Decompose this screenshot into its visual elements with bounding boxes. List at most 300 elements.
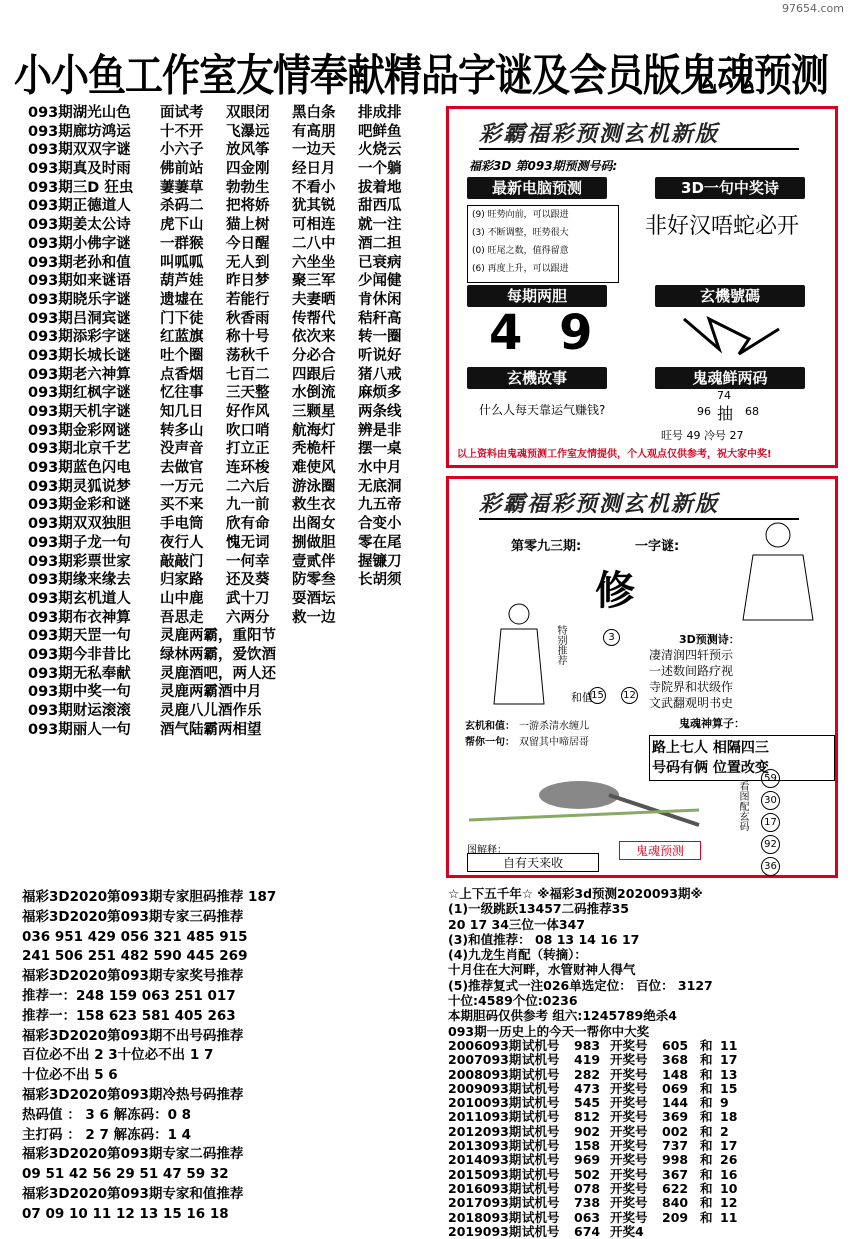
riddle-row bbox=[28, 665, 468, 684]
riddle-cell: 灵鹿酒吧，两人还 bbox=[160, 665, 276, 682]
riddle-cell: 萋萋草 bbox=[160, 179, 204, 196]
history-cell: 545 bbox=[574, 1095, 601, 1111]
history-cell: 902 bbox=[574, 1123, 601, 1139]
riddle-row bbox=[28, 366, 468, 385]
history-cell: 开奖号 bbox=[610, 1209, 648, 1225]
history-cell: 试机号 bbox=[522, 1223, 560, 1239]
recommendation-line: 07 09 10 11 12 13 15 16 18 bbox=[22, 1205, 229, 1222]
prediction-panel-top bbox=[446, 106, 838, 468]
history-cell: 2014093期 bbox=[448, 1152, 522, 1168]
riddle-row bbox=[28, 478, 468, 497]
history-intro-line: (5)推荐复式一注026单选定位： 百位： 3127 bbox=[448, 977, 713, 993]
history-cell: 737 bbox=[662, 1138, 689, 1154]
riddle-cell: 猪八戒 bbox=[358, 366, 402, 383]
riddle-cell: 093期玄机道人 bbox=[28, 590, 131, 607]
riddle-row bbox=[28, 197, 468, 216]
history-intro-line: (1)一级跳跃13457二码推荐35 bbox=[448, 901, 630, 917]
riddle-cell: 辨是非 bbox=[358, 422, 402, 439]
history-cell: 502 bbox=[574, 1166, 601, 1182]
riddle-cell: 六两分 bbox=[226, 609, 270, 626]
riddle-cell: 三天整 bbox=[226, 385, 270, 402]
riddle-cell: 红蓝旗 bbox=[160, 329, 204, 346]
history-cell: 419 bbox=[574, 1052, 601, 1068]
panel-title: 彩霸福彩预测玄机新版 bbox=[479, 487, 799, 520]
history-intro-line: 十月住在大河畔，水管财神人得气 bbox=[448, 962, 636, 978]
riddle-cell: 聚三军 bbox=[292, 273, 336, 290]
riddle-cell: 火烧云 bbox=[358, 142, 402, 159]
riddle-row bbox=[28, 646, 468, 665]
riddle-cell: 两条线 bbox=[358, 404, 402, 420]
riddle-cell: 转多山 bbox=[160, 422, 204, 439]
history-cell: 和 bbox=[700, 1123, 713, 1139]
recommendation-line: 福彩3D2020第093期专家奖号推荐 bbox=[22, 968, 244, 985]
history-cell: 试机号 bbox=[522, 1123, 560, 1139]
history-cell: 12 bbox=[720, 1195, 738, 1211]
riddle-cell: 打立正 bbox=[226, 441, 270, 458]
riddle-row bbox=[28, 515, 468, 534]
riddle-cell: 没声音 bbox=[160, 441, 204, 458]
history-row bbox=[448, 1139, 840, 1153]
history-cell: 11 bbox=[720, 1209, 738, 1225]
riddle-cell: 三颗星 bbox=[292, 404, 336, 420]
riddle-cell: 灵鹿八儿酒作乐 bbox=[160, 703, 262, 719]
history-cell: 18 bbox=[720, 1109, 738, 1125]
riddle-cell: 难使风 bbox=[292, 460, 336, 477]
riddle-cell: 吾思走 bbox=[160, 609, 204, 626]
history-cell: 605 bbox=[662, 1037, 689, 1053]
poem-lines bbox=[649, 647, 829, 711]
riddle-row bbox=[28, 627, 468, 646]
recommendation-line: 主打码 ： 2 7 解冻码：1 4 bbox=[22, 1126, 192, 1143]
riddle-cell: 四跟后 bbox=[292, 366, 336, 383]
history-cell: 和 bbox=[700, 1195, 713, 1211]
panel-footer: 以上资料由鬼魂预测工作室友情提供，个人观点仅供参考，祝大家中奖! bbox=[457, 449, 772, 460]
history-cell: 2008093期 bbox=[448, 1066, 522, 1082]
history-cell: 209 bbox=[662, 1209, 689, 1225]
history-cell: 开奖号 bbox=[610, 1037, 648, 1053]
riddle-cell: 秋香雨 bbox=[226, 310, 270, 327]
history-cell: 11 bbox=[720, 1037, 738, 1053]
riddle-cell: 093期缘来缘去 bbox=[28, 572, 131, 589]
riddle-cell: 093期小佛字谜 bbox=[28, 235, 131, 252]
riddle-cell: 秸秆高 bbox=[358, 310, 402, 327]
history-cell: 开奖号 bbox=[610, 1080, 648, 1096]
xuanji-label: 玄机和值： bbox=[465, 721, 515, 732]
riddle-cell: 叫呱呱 bbox=[160, 254, 204, 271]
picture-number-list bbox=[761, 769, 780, 879]
ghost-line: 路上七人 相隔四三 bbox=[652, 740, 769, 756]
sage-figure-icon bbox=[733, 515, 823, 625]
riddle-cell: 无人到 bbox=[226, 254, 270, 271]
history-cell: 试机号 bbox=[522, 1052, 560, 1068]
poem-line: 一述数间路疗视 bbox=[649, 664, 734, 678]
scribble-code-icon bbox=[679, 309, 789, 359]
history-cell: 和 bbox=[700, 1138, 713, 1154]
riddle-cell: 出阁女 bbox=[292, 516, 336, 533]
computer-prediction-heading: 最新电脑预测 bbox=[467, 177, 607, 199]
twin-heading: 每期两胆 bbox=[467, 285, 607, 307]
riddle-row bbox=[28, 160, 468, 179]
riddle-cell: 093期布衣神算 bbox=[28, 609, 131, 626]
riddle-cell: 093期湖光山色 bbox=[28, 105, 131, 121]
riddle-cell: 昨日梦 bbox=[226, 273, 270, 290]
history-intro-line: (4)九龙生肖配（转摘）： bbox=[448, 947, 587, 963]
riddle-cell: 连环梭 bbox=[226, 460, 270, 477]
riddle-row bbox=[28, 609, 468, 628]
history-cell: 13 bbox=[720, 1066, 738, 1082]
riddle-cell: 吹口哨 bbox=[226, 422, 270, 439]
riddle-cell: 093期晓乐字谜 bbox=[28, 291, 131, 308]
history-row bbox=[448, 1082, 840, 1096]
history-row bbox=[448, 1168, 840, 1182]
riddle-cell: 排成排 bbox=[358, 105, 402, 121]
riddle-cell: 愧无词 bbox=[226, 534, 270, 551]
riddle-cell: 归家路 bbox=[160, 572, 204, 589]
history-intro-line: 093期一历史上的今天一帮你中大奖 bbox=[448, 1023, 650, 1039]
history-cell: 738 bbox=[574, 1195, 601, 1211]
riddle-cell: 九五帝 bbox=[358, 497, 402, 514]
riddle-cell: 093期天罡一句 bbox=[28, 628, 131, 645]
riddle-cell: 093期双双字谜 bbox=[28, 142, 131, 159]
history-cell: 开奖号 bbox=[610, 1052, 648, 1068]
riddle-cell: 防零叁 bbox=[292, 572, 336, 589]
history-cell: 试机号 bbox=[522, 1095, 560, 1111]
riddle-cell: 山中鹿 bbox=[160, 590, 204, 607]
recommendation-line: 241 506 251 482 590 445 269 bbox=[22, 948, 248, 965]
riddle-cell: 合变小 bbox=[358, 516, 402, 533]
riddle-cell: 093期老孙和值 bbox=[28, 254, 131, 271]
history-cell: 开奖号 bbox=[610, 1195, 648, 1211]
history-cell: 998 bbox=[662, 1152, 689, 1168]
riddle-row bbox=[28, 571, 468, 590]
history-row bbox=[448, 1182, 840, 1196]
history-cell: 和 bbox=[700, 1152, 713, 1168]
recommendation-line: 热码值 ： 3 6 解冻码：0 8 bbox=[22, 1106, 192, 1123]
riddle-row bbox=[28, 141, 468, 160]
poem-heading: 3D一句中奖诗 bbox=[655, 177, 805, 199]
code-heading: 玄機號碼 bbox=[655, 285, 805, 307]
riddle-cell: 称十号 bbox=[226, 329, 270, 346]
riddle-row bbox=[28, 254, 468, 273]
sum-circle-b: 12 bbox=[621, 687, 638, 704]
history-cell: 试机号 bbox=[522, 1180, 560, 1196]
history-row bbox=[448, 1153, 840, 1167]
history-cell: 2016093期 bbox=[448, 1180, 522, 1196]
riddle-cell: 093期姜太公诗 bbox=[28, 217, 131, 234]
history-cell: 和 bbox=[700, 1180, 713, 1196]
riddle-cell: 黑白条 bbox=[292, 105, 336, 121]
riddle-cell: 摆一桌 bbox=[358, 441, 402, 458]
history-row bbox=[448, 1225, 840, 1239]
riddle-cell: 小六子 bbox=[160, 142, 204, 159]
riddle-row bbox=[28, 310, 468, 329]
history-cell: 开奖号 bbox=[610, 1123, 648, 1139]
history-cell: 开奖号 bbox=[610, 1180, 648, 1196]
history-cell: 试机号 bbox=[522, 1037, 560, 1053]
computer-row: (9) 旺势向前，可以跟进 bbox=[472, 210, 569, 220]
xuanji-text: 一游杀清水缠儿 bbox=[519, 721, 589, 732]
history-cell: 和 bbox=[700, 1066, 713, 1082]
riddle-cell: 093期金彩网谜 bbox=[28, 422, 131, 439]
history-cell: 开奖4 bbox=[610, 1223, 644, 1239]
history-cell: 2019093期 bbox=[448, 1223, 522, 1239]
riddle-cell: 双眼闭 bbox=[226, 105, 270, 121]
history-cell: 和 bbox=[700, 1080, 713, 1096]
riddle-cell: 灵鹿两霸酒中月 bbox=[160, 684, 262, 701]
ghost-num-left: 96 bbox=[697, 405, 711, 418]
riddle-cell: 遗墟在 bbox=[160, 291, 204, 308]
panel-title: 彩霸福彩预测玄机新版 bbox=[479, 117, 799, 150]
riddle-cell: 十不开 bbox=[160, 123, 204, 140]
history-row bbox=[448, 1125, 840, 1139]
riddle-row bbox=[28, 683, 468, 702]
computer-row: (0) 旺尾之数，值得留意 bbox=[472, 246, 569, 256]
riddle-cell: 虎下山 bbox=[160, 217, 204, 234]
recommendation-line: 福彩3D2020第093期不出号码推荐 bbox=[22, 1027, 244, 1044]
history-cell: 2006093期 bbox=[448, 1037, 522, 1053]
riddle-row bbox=[28, 104, 468, 123]
picture-number: 92 bbox=[761, 835, 780, 854]
ghost-num-right: 68 bbox=[745, 405, 759, 418]
recommendation-line: 福彩3D2020第093期专家和值推荐 bbox=[22, 1185, 244, 1202]
riddle-list bbox=[28, 104, 468, 739]
riddle-cell: 093期老六神算 bbox=[28, 366, 131, 383]
riddle-cell: 武十刀 bbox=[226, 590, 270, 607]
history-cell: 和 bbox=[700, 1095, 713, 1111]
panel-subtitle: 福彩3D 第093期预测号码: bbox=[469, 159, 618, 173]
help-text: 双留其中啼居哥 bbox=[519, 737, 589, 748]
riddle-row bbox=[28, 590, 468, 609]
history-cell: 983 bbox=[574, 1037, 601, 1053]
history-cell: 078 bbox=[574, 1180, 601, 1196]
ghost-num-top: 74 bbox=[717, 389, 731, 402]
history-intro-line: 十位:4589个位:0236 bbox=[448, 993, 578, 1009]
picture-number: 59 bbox=[761, 769, 780, 788]
riddle-cell: 二八中 bbox=[292, 235, 336, 252]
history-cell: 2007093期 bbox=[448, 1052, 522, 1068]
history-cell: 969 bbox=[574, 1152, 601, 1168]
riddle-cell: 一群猴 bbox=[160, 235, 204, 252]
riddle-cell: 救生衣 bbox=[292, 497, 336, 514]
riddle-cell: 一边天 bbox=[292, 142, 336, 159]
history-cell: 17 bbox=[720, 1052, 738, 1068]
sum-circle-a: 15 bbox=[589, 687, 606, 704]
riddle-cell: 七百二 bbox=[226, 366, 270, 383]
riddle-cell: 六坐坐 bbox=[292, 254, 336, 271]
history-cell: 368 bbox=[662, 1052, 689, 1068]
history-cell bbox=[700, 1225, 720, 1239]
history-cell: 试机号 bbox=[522, 1138, 560, 1154]
bird-on-branch-icon bbox=[469, 765, 709, 835]
one-char-label: 一字谜: bbox=[635, 539, 680, 554]
riddle-cell: 杀码二 bbox=[160, 198, 204, 215]
sum-label: 和值 bbox=[571, 691, 593, 704]
riddle-cell: 听说好 bbox=[358, 347, 402, 364]
riddle-cell: 肯休闲 bbox=[358, 291, 402, 308]
riddle-row bbox=[28, 216, 468, 235]
recommendation-line: 09 51 42 56 29 51 47 59 32 bbox=[22, 1166, 229, 1183]
riddle-cell: 手电筒 bbox=[160, 516, 204, 533]
history-cell: 试机号 bbox=[522, 1209, 560, 1225]
history-cell: 和 bbox=[700, 1166, 713, 1182]
riddle-cell: 093期长城长谜 bbox=[28, 347, 131, 364]
riddle-cell: 面试考 bbox=[160, 105, 204, 121]
history-cell: 和 bbox=[700, 1109, 713, 1125]
history-cell: 2 bbox=[720, 1123, 729, 1139]
riddle-cell: 放风筝 bbox=[226, 142, 270, 159]
poem-text: 非好汉唔蛇必开 bbox=[645, 214, 800, 239]
history-cell: 473 bbox=[574, 1080, 601, 1096]
riddle-cell: 若能行 bbox=[226, 291, 270, 308]
history-cell: 试机号 bbox=[522, 1195, 560, 1211]
riddle-cell: 093期真及时雨 bbox=[28, 161, 131, 178]
history-cell: 9 bbox=[720, 1095, 729, 1111]
riddle-cell: 葫芦娃 bbox=[160, 273, 204, 290]
history-row bbox=[448, 1039, 840, 1053]
riddle-cell: 一个躺 bbox=[358, 161, 402, 178]
riddle-cell: 长胡须 bbox=[358, 572, 402, 589]
riddle-cell: 093期红枫字谜 bbox=[28, 385, 131, 402]
riddle-row bbox=[28, 123, 468, 142]
recommendation-line: 十位必不出 5 6 bbox=[22, 1067, 118, 1084]
history-cell: 16 bbox=[720, 1166, 738, 1182]
riddle-cell: 握镰刀 bbox=[358, 553, 402, 570]
history-cell: 开奖号 bbox=[610, 1095, 648, 1111]
history-cell: 2010093期 bbox=[448, 1095, 522, 1111]
riddle-cell: 无底洞 bbox=[358, 478, 402, 495]
history-cell: 2009093期 bbox=[448, 1080, 522, 1096]
recommendation-line: 推荐一：248 159 063 251 017 bbox=[22, 987, 236, 1004]
riddle-cell: 093期丽人一句 bbox=[28, 721, 131, 738]
history-cell: 144 bbox=[662, 1095, 689, 1111]
riddle-cell: 买不来 bbox=[160, 497, 204, 514]
riddle-cell: 不看小 bbox=[292, 179, 336, 196]
history-row bbox=[448, 1068, 840, 1082]
history-cell: 812 bbox=[574, 1109, 601, 1125]
riddle-cell: 四金刚 bbox=[226, 161, 270, 178]
riddle-cell: 093期如来谜语 bbox=[28, 273, 131, 290]
one-char-riddle: 修 bbox=[595, 568, 635, 614]
riddle-cell: 093期双双独胆 bbox=[28, 516, 131, 533]
history-row bbox=[448, 1211, 840, 1225]
special-recommend-label: 特别推荐 bbox=[555, 625, 566, 665]
monk-figure-icon bbox=[489, 599, 549, 709]
riddle-row bbox=[28, 328, 468, 347]
riddle-cell: 去做官 bbox=[160, 460, 204, 477]
history-cell: 2013093期 bbox=[448, 1138, 522, 1154]
circle-number: 3 bbox=[603, 629, 620, 646]
history-cell: 开奖号 bbox=[610, 1166, 648, 1182]
riddle-cell: 有高朋 bbox=[292, 123, 336, 140]
riddle-cell: 已衰病 bbox=[358, 254, 402, 271]
riddle-row bbox=[28, 179, 468, 198]
hot-cold-numbers: 旺号 49 冷号 27 bbox=[661, 429, 744, 442]
riddle-cell: 勃勃生 bbox=[226, 179, 270, 196]
history-intro-line: 本期胆码仅供参考 组六:1245789绝杀4 bbox=[448, 1008, 677, 1024]
riddle-cell: 经日月 bbox=[292, 161, 336, 178]
history-cell: 282 bbox=[574, 1066, 601, 1082]
computer-row: (3) 不断调整，旺势很大 bbox=[472, 228, 569, 238]
history-cell: 10 bbox=[720, 1180, 738, 1196]
riddle-cell: 093期子龙一句 bbox=[28, 534, 131, 551]
riddle-cell: 飞瀑远 bbox=[226, 123, 270, 140]
riddle-cell: 分必合 bbox=[292, 347, 336, 364]
history-cell: 试机号 bbox=[522, 1080, 560, 1096]
history-cell: 2011093期 bbox=[448, 1109, 522, 1125]
riddle-cell: 游泳圈 bbox=[292, 478, 336, 495]
riddle-cell: 水倒流 bbox=[292, 385, 336, 402]
riddle-cell: 吐个圈 bbox=[160, 347, 204, 364]
riddle-cell: 敲敲门 bbox=[160, 553, 204, 570]
recommendation-line: 推荐一：158 623 581 405 263 bbox=[22, 1007, 236, 1024]
riddle-cell: 佛前站 bbox=[160, 161, 204, 178]
history-cell: 和 bbox=[700, 1037, 713, 1053]
history-cell: 148 bbox=[662, 1066, 689, 1082]
riddle-cell: 麻烦多 bbox=[358, 385, 402, 402]
riddle-cell: 传帮代 bbox=[292, 310, 336, 327]
history-cell: 2018093期 bbox=[448, 1209, 522, 1225]
history-cell: 试机号 bbox=[522, 1109, 560, 1125]
computer-row: (6) 再度上升，可以跟进 bbox=[472, 264, 569, 274]
riddle-cell bbox=[358, 590, 428, 609]
riddle-cell: 壹贰伴 bbox=[292, 553, 336, 570]
riddle-row bbox=[28, 459, 468, 478]
riddle-cell: 航海灯 bbox=[292, 422, 336, 439]
history-row bbox=[448, 1196, 840, 1210]
riddle-cell: 耍酒坛 bbox=[292, 590, 336, 607]
history-cell: 试机号 bbox=[522, 1066, 560, 1082]
history-cell: 063 bbox=[574, 1209, 601, 1225]
riddle-cell: 就一注 bbox=[358, 217, 402, 234]
riddle-cell: 今日醒 bbox=[226, 235, 270, 252]
riddle-cell: 093期财运滚滚 bbox=[28, 703, 131, 719]
history-cell: 开奖号 bbox=[610, 1152, 648, 1168]
history-cell: 开奖号 bbox=[610, 1138, 648, 1154]
riddle-cell: 水中月 bbox=[358, 460, 402, 477]
riddle-row bbox=[28, 553, 468, 572]
recommendation-line: 百位必不出 2 3十位必不出 1 7 bbox=[22, 1047, 214, 1064]
computer-prediction-box bbox=[467, 205, 619, 283]
riddle-cell: 门下徒 bbox=[160, 310, 204, 327]
riddle-cell: 捌做胆 bbox=[292, 534, 336, 551]
riddle-cell: 转一圈 bbox=[358, 329, 402, 346]
history-cell: 2017093期 bbox=[448, 1195, 522, 1211]
riddle-cell: 零在尾 bbox=[358, 534, 402, 551]
history-cell: 622 bbox=[662, 1180, 689, 1196]
ghost-heading: 鬼魂鲜两码 bbox=[655, 367, 805, 389]
riddle-cell: 093期无私奉献 bbox=[28, 665, 131, 682]
riddle-cell: 欣有命 bbox=[226, 516, 270, 533]
history-cell: 158 bbox=[574, 1138, 601, 1154]
history-row bbox=[448, 1096, 840, 1110]
issue-label: 第零九三期: bbox=[511, 539, 582, 554]
history-cell: 674 bbox=[574, 1223, 601, 1239]
riddle-row bbox=[28, 291, 468, 310]
riddle-cell bbox=[358, 609, 428, 628]
picture-explain-text: 自有天来收 bbox=[467, 853, 599, 872]
history-cell: 试机号 bbox=[522, 1152, 560, 1168]
riddle-cell: 还及葵 bbox=[226, 572, 270, 589]
story-text: 什么人每天靠运气赚钱? bbox=[479, 403, 606, 417]
history-cell: 和 bbox=[700, 1052, 713, 1068]
riddle-row bbox=[28, 235, 468, 254]
poem-line: 寺院界和状级作 bbox=[649, 680, 734, 694]
ghost-stamp: 鬼魂预测 bbox=[619, 841, 701, 860]
recommendation-line: 福彩3D2020第093期冷热号码推荐 bbox=[22, 1086, 244, 1103]
history-cell: 369 bbox=[662, 1109, 689, 1125]
riddle-row bbox=[28, 422, 468, 441]
history-cell: 17 bbox=[720, 1138, 738, 1154]
